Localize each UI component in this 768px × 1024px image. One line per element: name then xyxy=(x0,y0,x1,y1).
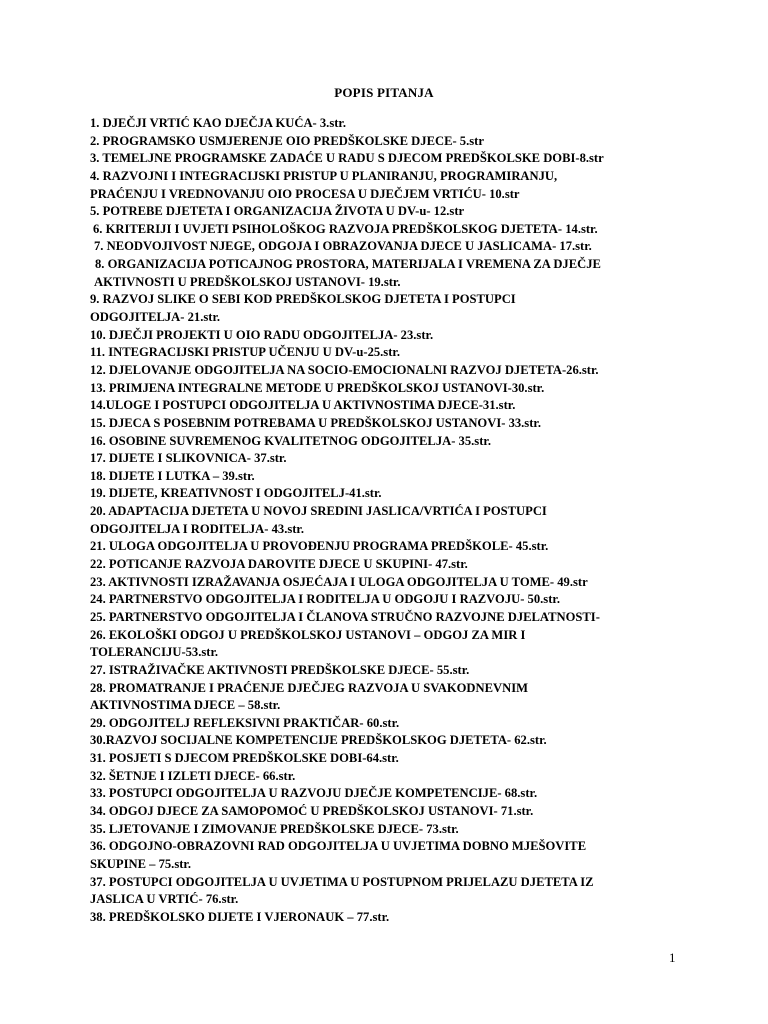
list-item: TOLERANCIJU-53.str. xyxy=(90,645,219,660)
list-item: 18. DIJETE I LUTKA – 39.str. xyxy=(90,468,255,483)
list-item: 3. TEMELJNE PROGRAMSKE ZADAĆE U RADU S DJECOM PREDŠKOLSKE DOBI-8.str xyxy=(90,151,604,166)
list-item: 12. DJELOVANJE ODGOJITELJA NA SOCIO-EMOCIONALNI RAZVOJ DJETETA-26.str. xyxy=(90,362,599,377)
list-item: 25. PARTNERSTVO ODGOJITELJA I ČLANOVA STRUČNO RAZVOJNE DJELATNOSTI- xyxy=(90,609,600,624)
list-item: 30.RAZVOJ SOCIJALNE KOMPETENCIJE PREDŠKOLSKOG DJETETA- 62.str. xyxy=(90,733,547,748)
list-item: 26. EKOLOŠKI ODGOJ U PREDŠKOLSKOJ USTANOVI – ODGOJ ZA MIR I xyxy=(90,627,526,642)
list-item: 13. PRIMJENA INTEGRALNE METODE U PREDŠKOLSKOJ USTANOVI-30.str. xyxy=(90,380,545,395)
list-item: 37. POSTUPCI ODGOJITELJA U UVJETIMA U POSTUPNOM PRIJELAZU DJETETA IZ xyxy=(90,874,594,889)
list-item: 20. ADAPTACIJA DJETETA U NOVOJ SREDINI JASLICA/VRTIĆA I POSTUPCI xyxy=(90,504,547,519)
list-item: 2. PROGRAMSKO USMJERENJE OIO PREDŠKOLSKE DJECE- 5.str xyxy=(90,133,484,148)
list-item: 23. AKTIVNOSTI IZRAŽAVANJA OSJEĆAJA I ULOGA ODGOJITELJA U TOME- 49.str xyxy=(90,574,588,589)
list-item: 6. KRITERIJI I UVJETI PSIHOLOŠKOG RAZVOJA PREDŠKOLSKOG DJETETA- 14.str. xyxy=(93,221,598,236)
list-item: 22. POTICANJE RAZVOJA DAROVITE DJECE U SKUPINI- 47.str. xyxy=(90,557,468,572)
list-item: 32. ŠETNJE I IZLETI DJECE- 66.str. xyxy=(90,768,296,783)
list-item: 35. LJETOVANJE I ZIMOVANJE PREDŠKOLSKE DJECE- 73.str. xyxy=(90,821,459,836)
list-item: ODGOJITELJA- 21.str. xyxy=(90,310,221,325)
page-number: 1 xyxy=(669,950,676,965)
list-item: 10. DJEČJI PROJEKTI U OIO RADU ODGOJITELJA- 23.str. xyxy=(90,327,434,342)
list-item: 27. ISTRAŽIVAČKE AKTIVNOSTI PREDŠKOLSKE DJECE- 55.str. xyxy=(90,662,470,677)
list-item: 16. OSOBINE SUVREMENOG KVALITETNOG ODGOJITELJA- 35.str. xyxy=(90,433,491,448)
list-item: 4. RAZVOJNI I INTEGRACIJSKI PRISTUP U PLANIRANJU, PROGRAMIRANJU, xyxy=(90,168,558,183)
list-item: 14.ULOGE I POSTUPCI ODGOJITELJA U AKTIVNOSTIMA DJECE-31.str. xyxy=(90,398,516,413)
list-item: AKTIVNOSTI U PREDŠKOLSKOJ USTANOVI- 19.str. xyxy=(94,274,401,289)
list-item: 19. DIJETE, KREATIVNOST I ODGOJITELJ-41.str. xyxy=(90,486,382,501)
list-item: 29. ODGOJITELJ REFLEKSIVNI PRAKTIČAR- 60.str. xyxy=(90,715,400,730)
list-item: 17. DIJETE I SLIKOVNICA- 37.str. xyxy=(90,451,287,466)
list-item: 28. PROMATRANJE I PRAĆENJE DJEČJEG RAZVOJA U SVAKODNEVNIM xyxy=(90,680,528,695)
list-item: PRAĆENJU I VREDNOVANJU OIO PROCESA U DJEČJEM VRTIĆU- 10.str xyxy=(90,186,520,201)
list-item: 8. ORGANIZACIJA POTICAJNOG PROSTORA, MATERIJALA I VREMENA ZA DJEČJE xyxy=(95,257,601,272)
list-item: 33. POSTUPCI ODGOJITELJA U RAZVOJU DJEČJE KOMPETENCIJE- 68.str. xyxy=(90,786,538,801)
list-item: 34. ODGOJ DJECE ZA SAMOPOMOĆ U PREDŠKOLSKOJ USTANOVI- 71.str. xyxy=(90,803,534,818)
list-item: 11. INTEGRACIJSKI PRISTUP UČENJU U DV-u-25.str. xyxy=(90,345,400,360)
list-item: 5. POTREBE DJETETA I ORGANIZACIJA ŽIVOTA U DV-u- 12.str xyxy=(90,204,465,219)
list-item: 9. RAZVOJ SLIKE O SEBI KOD PREDŠKOLSKOG DJETETA I POSTUPCI xyxy=(90,292,516,307)
list-item: 38. PREDŠKOLSKO DIJETE I VJERONAUK – 77.str. xyxy=(90,909,390,924)
list-item: JASLICA U VRTIĆ- 76.str. xyxy=(90,892,239,907)
list-item: AKTIVNOSTIMA DJECE – 58.str. xyxy=(90,698,281,713)
list-item: 1. DJEČJI VRTIĆ KAO DJEČJA KUĆA- 3.str. xyxy=(90,116,346,130)
list-item: 36. ODGOJNO-OBRAZOVNI RAD ODGOJITELJA U UVJETIMA DOBNO MJEŠOVITE xyxy=(90,839,587,854)
list-item: 31. POSJETI S DJECOM PREDŠKOLSKE DOBI-64.str. xyxy=(90,751,399,766)
list-item: 24. PARTNERSTVO ODGOJITELJA I RODITELJA U ODGOJU I RAZVOJU- 50.str. xyxy=(90,592,560,607)
page-title: POPIS PITANJA xyxy=(334,85,434,100)
list-item: ODGOJITELJA I RODITELJA- 43.str. xyxy=(90,521,305,536)
list-item: SKUPINE – 75.str. xyxy=(90,856,191,871)
list-item: 15. DJECA S POSEBNIM POTREBAMA U PREDŠKOLSKOJ USTANOVI- 33.str. xyxy=(90,415,541,430)
list-item: 21. ULOGA ODGOJITELJA U PROVOĐENJU PROGRAMA PREDŠKOLE- 45.str. xyxy=(90,539,549,554)
question-list xyxy=(90,115,690,926)
list-item: 7. NEODVOJIVOST NJEGE, ODGOJA I OBRAZOVANJA DJECE U JASLICAMA- 17.str. xyxy=(94,239,592,254)
